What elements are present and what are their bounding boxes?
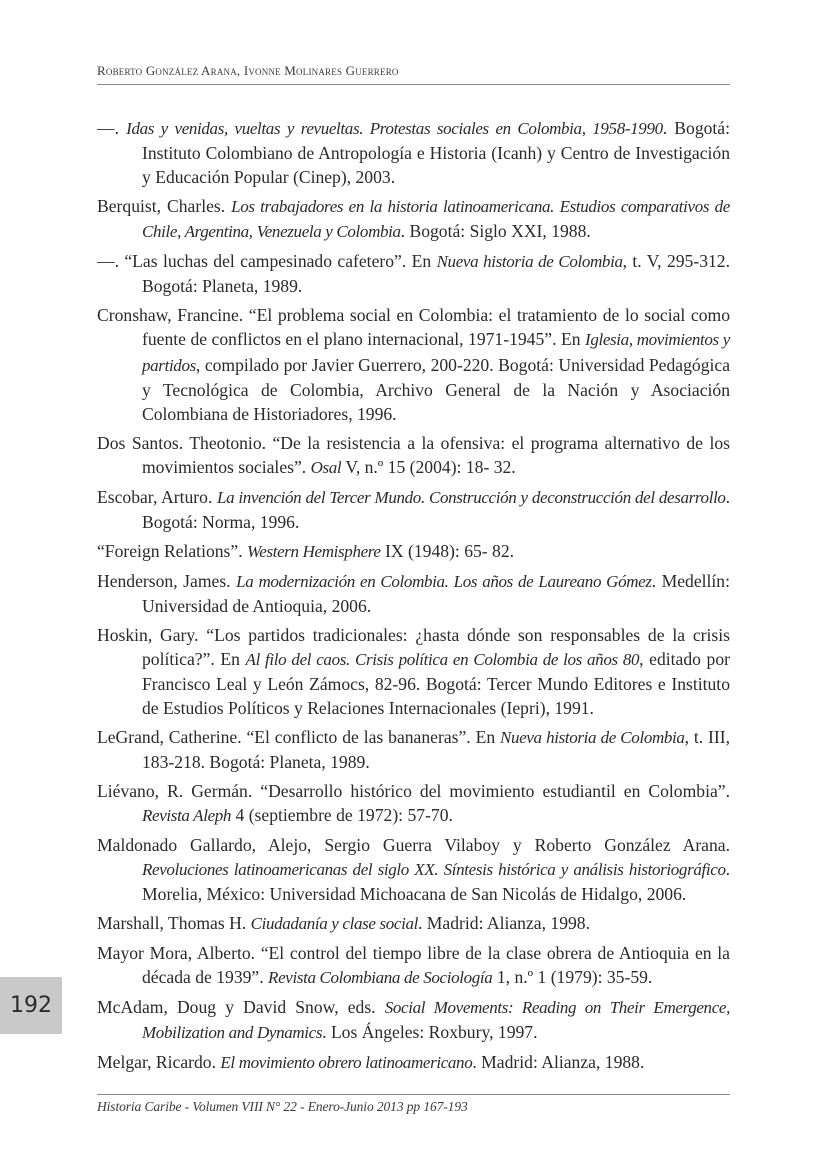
entry-text: Henderson, James. (97, 570, 237, 591)
entry-title-italic: Idas y venidas, vueltas y revueltas. Protestas sociales en Colombia, 1958-1990 (126, 119, 663, 138)
bibliography-entry (97, 485, 730, 534)
header-rule (97, 84, 730, 85)
entry-title-italic: Al filo del caos. Crisis política en Colombia de los años 80 (245, 649, 640, 669)
entry-text: Melgar, Ricardo. (97, 1052, 221, 1073)
bibliography-entry (97, 569, 730, 618)
entry-title-italic: Revista Aleph (142, 806, 232, 826)
bibliography-entry (97, 539, 730, 564)
entry-text: . Bogotá: Norma, 1996. (142, 486, 730, 533)
bibliography-entry (97, 995, 730, 1045)
entry-title-italic: Ciudadanía y clase social (250, 914, 418, 934)
entry-text: IX (1948): 65- 82. (380, 540, 515, 561)
entry-text: . Bogotá: Siglo XXI, 1988. (400, 221, 591, 242)
entry-text: Cronshaw, Francine. “El problema social en Colombia: el tratamiento de lo social como fuente de conflictos en el plano internacional, 1971-1945”. En (97, 305, 730, 350)
entry-title-italic: La modernización en Colombia. Los años de Laureano Gómez (236, 571, 652, 591)
entry-title-italic: Revista Colombiana de Sociología (268, 968, 493, 988)
bibliography-entry (97, 779, 730, 828)
entry-text: , t. III, 183-218. Bogotá: Planeta, 1989. (142, 727, 731, 773)
entry-text: . Madrid: Alianza, 1998. (417, 913, 590, 934)
entry-title-italic: Los trabajadores en la historia latinoamericana. Estudios comparativos de Chile, Argentina, Venezuela y Colombia (142, 197, 730, 242)
entry-text: . Morelia, México: Universidad Michoacana de San Nicolás de Hidalgo, 2006. (142, 859, 730, 905)
entry-text: —. (97, 118, 127, 138)
entry-text: . Medellín: Universidad de Antioquia, 2006. (142, 570, 730, 616)
entry-text: Mayor Mora, Alberto. “El control del tiempo libre de la clase obrera de Antioquia en la década de 1939”. (97, 943, 730, 988)
entry-text: 1, n.º 1 (1979): 35-59. (492, 967, 653, 988)
entry-text: . Madrid: Alianza, 1988. (472, 1052, 645, 1073)
bibliography-entry (97, 833, 730, 907)
entry-text: LeGrand, Catherine. “El conflicto de las bananeras”. En (97, 727, 501, 748)
entry-text: , compilado por Javier Guerrero, 200-220. Bogotá: Universidad Pedagógica y Tecnológica de Colombia, Archivo General de la Nación y Asociación Colombiana de Historiadores, 1996. (142, 354, 730, 425)
footer-rule (97, 1094, 730, 1095)
running-header: Roberto González Arana, Ivonne Molinares Guerrero (97, 63, 399, 78)
bibliography-entry (97, 116, 730, 190)
page-number: 192 (10, 993, 52, 1018)
bibliography-entry (97, 911, 730, 936)
entry-title-italic: Revoluciones latinoamericanas del siglo XX. Síntesis histórica y análisis historiográfico (142, 860, 726, 880)
entry-text: Berquist, Charles. (97, 196, 232, 217)
entry-text: Liévano, R. Germán. “Desarrollo histórico del movimiento estudiantil en Colombia”. (97, 781, 730, 802)
bibliography-entry (97, 194, 730, 244)
entry-text: . Los Ángeles: Roxbury, 1997. (322, 1022, 538, 1043)
entry-text: . Bogotá: Instituto Colombiano de Antropología e Historia (Icanh) y Centro de Investigación y Educación Popular (Cinep), 2003. (142, 118, 730, 188)
entry-text: 4 (septiembre de 1972): 57-70. (231, 805, 453, 826)
entry-text: , editado por Francisco Leal y León Zámocs, 82-96. Bogotá: Tercer Mundo Editores e Instituto de Estudios Políticos y Relaciones Internacionales (Iepri), 1991. (142, 648, 730, 719)
entry-text: Marshall, Thomas H. (97, 913, 251, 934)
entry-title-italic: Social Movements: Reading on Their Emergence, Mobilization and Dynamics (142, 998, 730, 1043)
bibliography-entry (97, 249, 730, 298)
bibliography-entry (97, 1050, 730, 1075)
entry-title-italic: La invención del Tercer Mundo. Construcción y deconstrucción del desarrollo (217, 487, 726, 507)
entry-text: Maldonado Gallardo, Alejo, Sergio Guerra Vilaboy y Roberto González Arana. (97, 835, 730, 856)
bibliography-entry (97, 623, 730, 721)
bibliography-entry (97, 303, 730, 426)
entry-title-italic: Osal (310, 458, 342, 478)
entry-title-italic: El movimiento obrero latinoamericano (220, 1053, 473, 1073)
entry-text: , t. V, 295-312. Bogotá: Planeta, 1989. (142, 251, 730, 297)
entry-text: McAdam, Doug y David Snow, eds. (97, 997, 385, 1018)
bibliography-list (97, 116, 730, 1080)
bibliography-entry (97, 941, 730, 990)
entry-title-italic: Iglesia, movimientos y partidos (142, 330, 731, 375)
entry-text: “Foreign Relations”. (97, 540, 248, 561)
bibliography-entry (97, 725, 730, 774)
entry-text: —. “Las luchas del campesinado cafetero”. En (97, 251, 437, 272)
page-number-tab (0, 977, 62, 1034)
entry-text: Escobar, Arturo. (97, 486, 217, 507)
entry-text: V, n.º 15 (2004): 18- 32. (341, 457, 516, 478)
running-footer: Historia Caribe - Volumen VIII N° 22 - Enero-Junio 2013 pp 167-193 (97, 1099, 468, 1114)
entry-text: Dos Santos. Theotonio. “De la resistencia a la ofensiva: el programa alternativo de los movimientos sociales”. (97, 432, 730, 478)
entry-title-italic: Nueva historia de Colombia (436, 252, 623, 272)
entry-title-italic: Western Hemisphere (247, 541, 381, 561)
bibliography-entry (97, 431, 730, 480)
entry-title-italic: Nueva historia de Colombia (500, 728, 685, 748)
entry-text: Hoskin, Gary. “Los partidos tradicionales: ¿hasta dónde son responsables de la crisis política?”. En (97, 624, 730, 669)
